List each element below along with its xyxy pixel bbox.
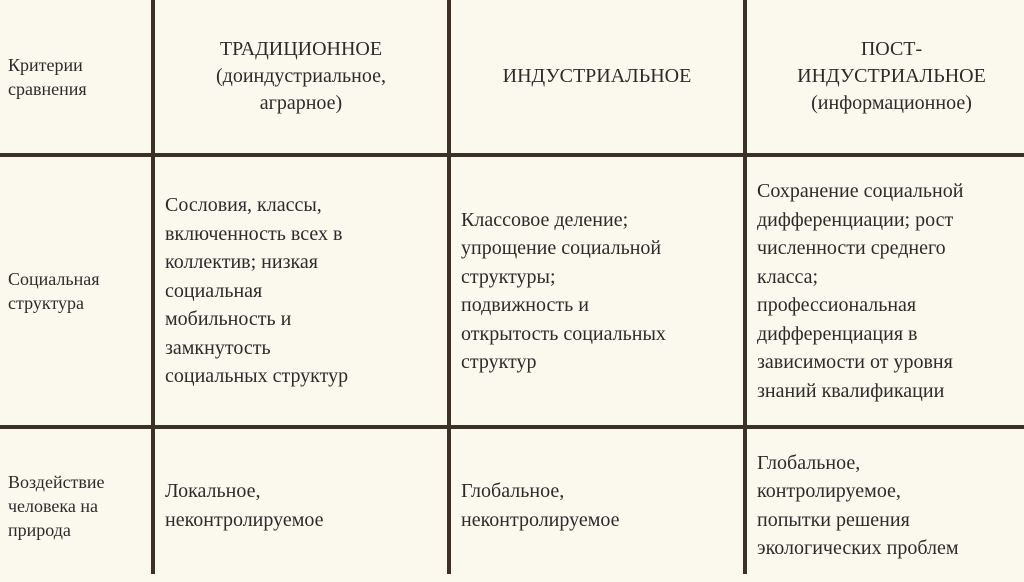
row-postindustrial-text: Сохранение социальной дифференциации; рост численности среднего класса; профессиональная дифференциация в зависимости от уровня знаний квалификации (757, 180, 964, 402)
row-traditional-cell (155, 429, 447, 582)
row-criterion-label: Социальная структура (8, 269, 100, 313)
row-traditional-cell (155, 157, 447, 425)
header-traditional-label: ТРАДИЦИОННОЕ (доиндустриальное, аграрное) (216, 38, 386, 114)
header-postindustrial-label: ПОСТ- ИНДУСТРИАЛЬНОЕ (информационное) (797, 38, 986, 114)
header-criteria-label: Критерии сравнения (8, 54, 87, 99)
header-criteria-cell (0, 0, 151, 153)
row-traditional-text: Сословия, классы, включенность всех в коллектив; низкая социальная мобильность и замкнутость социальных структур (165, 194, 349, 388)
header-industrial-cell (451, 0, 743, 153)
row-criterion-label: Воздействие человека на природа (8, 471, 105, 540)
row-criterion-cell (0, 157, 151, 425)
row-industrial-text: Классовое деление; упрощение социальной структуры; подвижность и открытость социальных структур (461, 208, 666, 373)
row-postindustrial-text: Глобальное, контролируемое, попытки решения экологических проблем (757, 451, 959, 559)
row-industrial-text: Глобальное, неконтролируемое (461, 480, 620, 531)
row-criterion-cell (0, 429, 151, 582)
header-postindustrial-cell (747, 0, 1024, 153)
header-industrial-label: ИНДУСТРИАЛЬНОЕ (502, 65, 692, 87)
row-traditional-text: Локальное, неконтролируемое (165, 480, 324, 531)
row-postindustrial-cell (747, 429, 1024, 582)
row-postindustrial-cell (747, 157, 1024, 425)
row-industrial-cell (451, 429, 743, 582)
row-industrial-cell (451, 157, 743, 425)
header-traditional-cell (155, 0, 447, 153)
